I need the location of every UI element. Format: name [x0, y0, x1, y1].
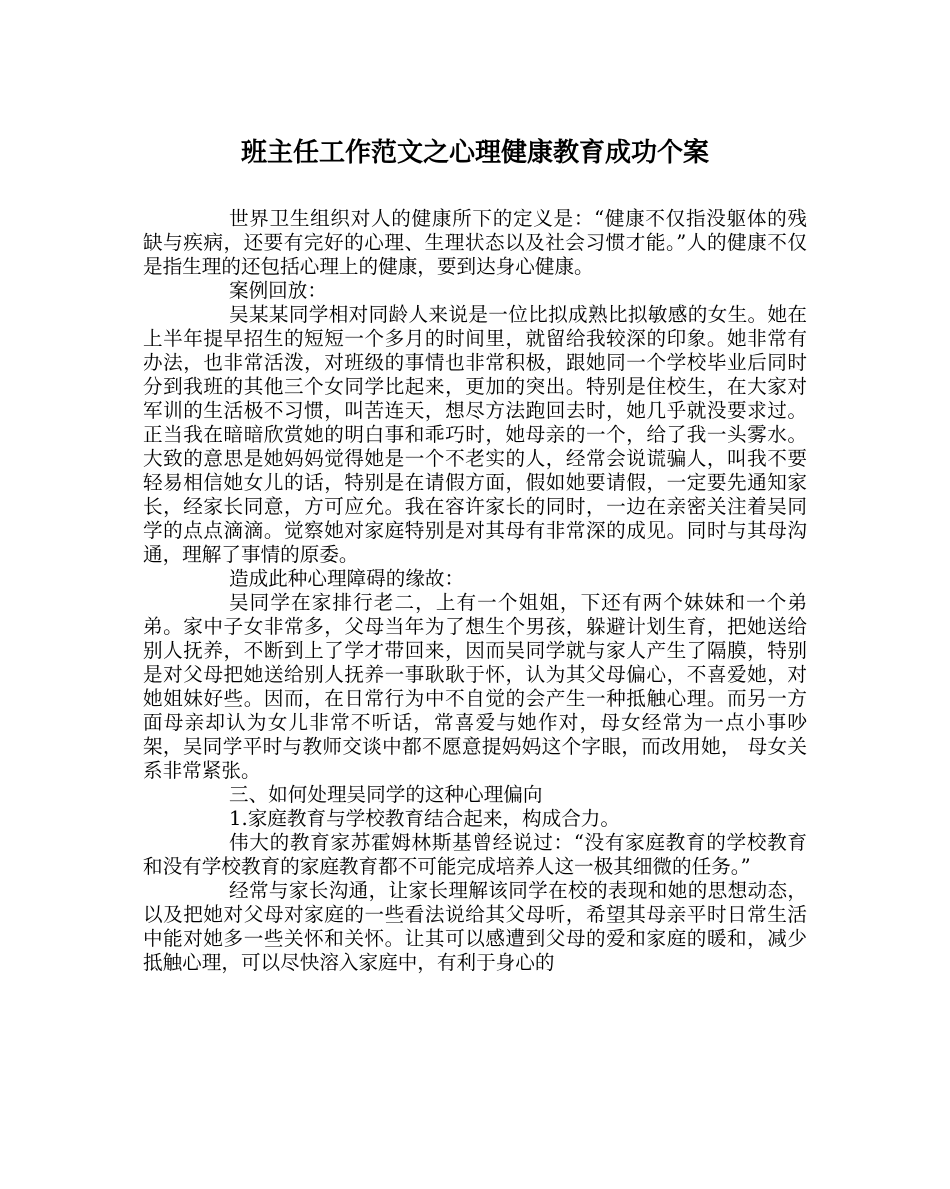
- paragraph-section-three-heading: 三、如何处理吴同学的这种心理偏向: [229, 783, 543, 806]
- paragraph-case-description: 吴某某同学相对同龄人来说是一位比拟成熟比拟敏感的女生。她在上半年提早招生的短短一个多月的时间里，就留给我较深的印象。她非常有办法，也非常活泼，对班级的事情也非常积极，跟她同一个学校毕业后同时分到我班的其他三个女同学比起来，更加的突出。特别是住校生，在大家对军训的生活极不习惯，叫苦连天，想尽方法跑回去时，她几乎就没要求过。正当我在暗暗欣赏她的明白事和乖巧时，她母亲的一个，给了我一头雾水。大致的意思是她妈妈觉得她是一个不老实的人，经常会说谎骗人，叫我不要轻易相信她女儿的话，特别是在请假方面，假如她要请假，一定要先通知家长，经家长同意，方可应允。我在容许家长的同时，一边在亲密关注着吴同学的点点滴滴。觉察她对家庭特别是对其母有非常深的成见。同时与其母沟通，理解了事情的原委。: [143, 303, 807, 566]
- paragraph-cause-heading: 造成此种心理障碍的缘故：: [229, 567, 465, 590]
- paragraph-case-review-heading: 案例回放：: [229, 279, 327, 302]
- paragraph-health-definition: 世界卫生组织对人的健康所下的定义是：“健康不仅指没躯体的残缺与疾病，还要有完好的心理、生理状态以及社会习惯才能。”人的健康不仅是指生理的还包括心理上的健康，要到达身心健康。: [143, 207, 807, 278]
- paragraph-parent-communication: 经常与家长沟通，让家长理解该同学在校的表现和她的思想动态，以及把她对父母对家庭的一些看法说给其父母听，希望其母亲平时日常生活中能对她多一些关怀和关怀。让其可以感遭到父母的爱和家庭的暖和，减少抵触心理，可以尽快溶入家庭中，有利于身心的: [143, 879, 807, 974]
- paragraph-cause-description: 吴同学在家排行老二，上有一个姐姐，下还有两个妹妹和一个弟弟。家中子女非常多，父母当年为了想生个男孩，躲避计划生育，把她送给别人抚养，不断到上了学才带回来，因而吴同学就与家人产生了隔膜，特别是对父母把她送给别人抚养一事耿耿于怀，认为其父母偏心，不喜爱她，对她姐妹好些。因而，在日常行为中不自觉的会产生一种抵触心理。而另一方面母亲却认为女儿非常不听话，常喜爱与她作对，母女经常为一点小事吵架，吴同学平时与教师交谈中都不愿意提妈妈这个字眼，而改用她， 母女关系非常紧张。: [143, 591, 807, 782]
- document-body: [143, 207, 807, 975]
- paragraph-point-one: 1.家庭教育与学校教育结合起来，构成合力。: [229, 807, 620, 830]
- paragraph-quote: 伟大的教育家苏霍姆林斯基曾经说过：“没有家庭教育的学校教育和没有学校教育的家庭教育都不可能完成培养人这一极其细微的任务。”: [143, 831, 807, 878]
- document-title: 班主任工作范文之心理健康教育成功个案: [240, 138, 709, 168]
